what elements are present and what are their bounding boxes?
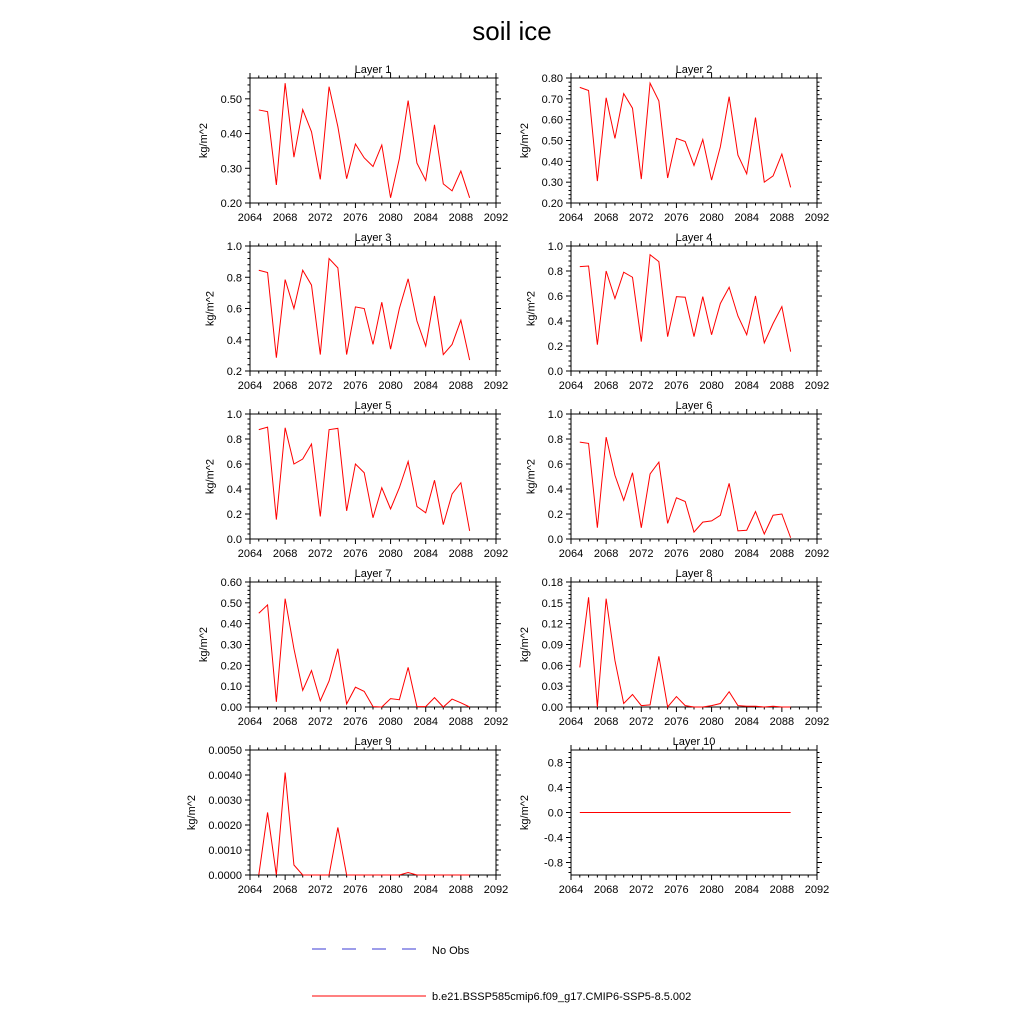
y-tick-label: 0.2 — [226, 509, 242, 521]
chart-panel-8 — [519, 568, 829, 728]
y-tick-label: -0.8 — [544, 857, 563, 870]
y-tick-label: 0.2 — [547, 341, 563, 353]
x-tick-label: 2068 — [593, 212, 619, 224]
y-axis-label: kg/m^2 — [519, 122, 532, 159]
x-tick-label: 2084 — [413, 380, 438, 392]
chart-panel-1 — [198, 64, 508, 224]
x-tick-label: 2088 — [448, 380, 474, 392]
x-tick-label: 2092 — [483, 212, 509, 224]
x-tick-label: 2068 — [593, 548, 619, 560]
x-tick-label: 2080 — [378, 548, 403, 560]
series-line — [259, 773, 470, 876]
x-tick-label: 2072 — [629, 380, 654, 392]
y-tick-label: 0.4 — [226, 484, 242, 496]
chart-panel-7 — [198, 568, 508, 728]
x-tick-label: 2068 — [593, 380, 619, 392]
panel-title: Layer 8 — [675, 568, 713, 580]
x-tick-label: 2072 — [629, 716, 654, 728]
series-line — [580, 437, 791, 538]
panel-title: Layer 5 — [354, 400, 392, 412]
panel-title: Layer 7 — [354, 568, 392, 580]
y-tick-label: 1.0 — [226, 409, 242, 421]
x-tick-label: 2076 — [343, 380, 368, 392]
y-tick-label: 0.50 — [541, 135, 563, 148]
y-tick-label: 0.4 — [547, 484, 563, 496]
x-tick-label: 2080 — [699, 380, 724, 392]
y-tick-label: 0.0040 — [208, 770, 242, 782]
y-tick-label: 0.4 — [226, 334, 242, 347]
series-line — [580, 255, 791, 352]
y-axis-label: kg/m^2 — [525, 458, 538, 495]
x-tick-label: 2068 — [272, 548, 298, 560]
x-tick-label: 2092 — [804, 380, 830, 392]
x-tick-label: 2076 — [664, 380, 689, 392]
chart-panel-2 — [519, 64, 829, 224]
x-tick-label: 2064 — [558, 716, 584, 728]
y-tick-label: 0.0 — [547, 534, 563, 546]
y-tick-label: 0.40 — [541, 156, 563, 169]
panel-title: Layer 10 — [672, 736, 716, 748]
plot-frame — [571, 414, 817, 539]
y-tick-label: 0.0020 — [208, 820, 242, 832]
series-line — [259, 427, 470, 531]
y-axis-label: kg/m^2 — [519, 626, 532, 663]
y-tick-label: 0.00 — [541, 702, 563, 714]
x-tick-label: 2076 — [664, 884, 689, 896]
y-tick-label: 0.20 — [220, 198, 242, 210]
y-tick-label: 0.00 — [220, 702, 242, 714]
plot-frame — [571, 78, 817, 203]
y-tick-label: 1.0 — [547, 241, 563, 253]
y-tick-label: 0.2 — [226, 366, 242, 378]
x-tick-label: 2068 — [593, 716, 619, 728]
x-tick-label: 2064 — [558, 884, 584, 896]
y-tick-label: 1.0 — [547, 409, 563, 421]
x-tick-label: 2088 — [448, 884, 474, 896]
y-tick-label: 0.03 — [541, 681, 563, 694]
y-tick-label: 0.60 — [220, 577, 242, 589]
panel-title: Layer 4 — [675, 232, 713, 244]
x-tick-label: 2068 — [593, 884, 619, 896]
x-tick-label: 2080 — [378, 380, 403, 392]
chart-panel-3 — [204, 232, 508, 392]
plot-frame — [250, 246, 496, 371]
x-tick-label: 2092 — [483, 380, 509, 392]
y-tick-label: 0.0 — [226, 534, 242, 546]
y-tick-label: 0.8 — [226, 434, 242, 446]
y-tick-label: 0.10 — [220, 681, 242, 694]
y-tick-label: 0.80 — [541, 73, 563, 85]
x-tick-label: 2072 — [629, 884, 654, 896]
x-tick-label: 2080 — [378, 884, 403, 896]
plot-frame — [250, 414, 496, 539]
page-title: soil ice — [472, 16, 552, 46]
y-tick-label: 0.09 — [541, 639, 563, 652]
y-tick-label: 0.0050 — [208, 745, 242, 757]
series-line — [259, 259, 470, 361]
x-tick-label: 2084 — [734, 380, 759, 392]
x-tick-label: 2072 — [308, 380, 333, 392]
x-tick-label: 2064 — [237, 884, 263, 896]
x-tick-label: 2080 — [699, 548, 724, 560]
chart-panel-4 — [525, 232, 829, 392]
x-tick-label: 2068 — [272, 380, 298, 392]
y-tick-label: 0.4 — [547, 316, 563, 328]
y-tick-label: 0.0 — [547, 807, 563, 820]
panel-title: Layer 2 — [675, 64, 713, 76]
y-tick-label: 0.8 — [226, 272, 242, 285]
x-tick-label: 2072 — [308, 548, 333, 560]
series-line — [259, 599, 470, 707]
x-tick-label: 2084 — [413, 548, 438, 560]
x-tick-label: 2092 — [804, 212, 830, 224]
y-axis-label: kg/m^2 — [198, 122, 211, 159]
x-tick-label: 2076 — [664, 212, 689, 224]
chart-panel-6 — [525, 400, 829, 560]
x-tick-label: 2084 — [413, 716, 438, 728]
y-tick-label: 0.06 — [541, 660, 563, 673]
y-tick-label: 0.0000 — [208, 870, 242, 882]
x-tick-label: 2076 — [343, 548, 368, 560]
y-tick-label: 0.18 — [541, 577, 563, 589]
x-tick-label: 2084 — [734, 548, 759, 560]
x-tick-label: 2076 — [343, 884, 368, 896]
y-tick-label: 0.6 — [547, 459, 563, 471]
y-tick-label: 0.20 — [541, 198, 563, 210]
series-line — [259, 83, 470, 198]
chart-panel-5 — [204, 400, 508, 560]
plot-frame — [250, 582, 496, 707]
x-tick-label: 2072 — [629, 212, 654, 224]
y-tick-label: 0.30 — [541, 177, 563, 190]
series-line — [580, 597, 791, 707]
x-tick-label: 2088 — [448, 548, 474, 560]
x-tick-label: 2084 — [413, 884, 438, 896]
y-tick-label: 0.6 — [226, 459, 242, 471]
panel-title: Layer 3 — [354, 232, 392, 244]
y-tick-label: 0.12 — [541, 618, 563, 631]
plot-frame — [571, 246, 817, 371]
x-tick-label: 2084 — [734, 716, 759, 728]
y-tick-label: 0.0010 — [208, 845, 242, 857]
y-tick-label: 0.30 — [220, 639, 242, 652]
chart-panel-9 — [186, 736, 508, 896]
y-tick-label: 0.8 — [547, 434, 563, 446]
x-tick-label: 2080 — [378, 212, 403, 224]
x-tick-label: 2072 — [629, 548, 654, 560]
x-tick-label: 2064 — [237, 212, 263, 224]
x-tick-label: 2068 — [272, 716, 298, 728]
y-axis-label: kg/m^2 — [519, 794, 532, 831]
x-tick-label: 2076 — [664, 548, 689, 560]
x-tick-label: 2072 — [308, 212, 333, 224]
x-tick-label: 2092 — [804, 716, 830, 728]
x-tick-label: 2088 — [769, 716, 795, 728]
x-tick-label: 2064 — [237, 380, 263, 392]
panel-title: Layer 1 — [354, 64, 392, 76]
y-tick-label: 0.0 — [547, 366, 563, 378]
x-tick-label: 2080 — [699, 716, 724, 728]
x-tick-label: 2068 — [272, 212, 298, 224]
y-tick-label: 0.6 — [226, 303, 242, 316]
x-tick-label: 2092 — [483, 548, 509, 560]
y-tick-label: 0.2 — [547, 509, 563, 521]
legend-label-model: b.e21.BSSP585cmip6.f09_g17.CMIP6-SSP5-8.5.002 — [432, 991, 692, 1003]
x-tick-label: 2076 — [664, 716, 689, 728]
y-tick-label: 0.6 — [547, 291, 563, 303]
x-tick-label: 2088 — [769, 884, 795, 896]
y-tick-label: 0.20 — [220, 660, 242, 673]
x-tick-label: 2084 — [734, 212, 759, 224]
y-tick-label: 0.50 — [220, 597, 242, 610]
x-tick-label: 2076 — [343, 716, 368, 728]
x-tick-label: 2084 — [413, 212, 438, 224]
y-tick-label: 0.4 — [547, 782, 563, 795]
y-tick-label: 0.40 — [220, 128, 242, 141]
x-tick-label: 2080 — [699, 884, 724, 896]
x-tick-label: 2064 — [558, 380, 584, 392]
x-tick-label: 2080 — [699, 212, 724, 224]
series-line — [580, 83, 791, 187]
y-tick-label: 0.50 — [220, 93, 242, 106]
x-tick-label: 2072 — [308, 716, 333, 728]
y-axis-label: kg/m^2 — [198, 626, 211, 663]
x-tick-label: 2092 — [804, 548, 830, 560]
chart-panel-10 — [519, 736, 829, 896]
y-tick-label: 0.70 — [541, 93, 563, 106]
panel-title: Layer 6 — [675, 400, 713, 412]
x-tick-label: 2088 — [448, 716, 474, 728]
y-tick-label: 0.60 — [541, 114, 563, 127]
x-tick-label: 2072 — [308, 884, 333, 896]
y-axis-label: kg/m^2 — [525, 290, 538, 327]
y-tick-label: 0.15 — [541, 597, 563, 610]
y-tick-label: 0.8 — [547, 266, 563, 278]
x-tick-label: 2088 — [769, 548, 795, 560]
x-tick-label: 2064 — [558, 212, 584, 224]
y-tick-label: 0.40 — [220, 618, 242, 631]
plot-frame — [250, 750, 496, 875]
x-tick-label: 2076 — [343, 212, 368, 224]
plot-frame — [571, 582, 817, 707]
y-axis-label: kg/m^2 — [185, 794, 198, 831]
x-tick-label: 2068 — [272, 884, 298, 896]
y-tick-label: 1.0 — [226, 241, 242, 253]
x-tick-label: 2092 — [804, 884, 830, 896]
x-tick-label: 2064 — [558, 548, 584, 560]
x-tick-label: 2088 — [769, 212, 795, 224]
legend-label-no-obs: No Obs — [432, 945, 470, 957]
x-tick-label: 2084 — [734, 884, 759, 896]
x-tick-label: 2064 — [237, 716, 263, 728]
y-tick-label: 0.0030 — [208, 795, 242, 807]
y-tick-label: -0.4 — [544, 832, 563, 845]
x-tick-label: 2064 — [237, 548, 263, 560]
x-tick-label: 2088 — [448, 212, 474, 224]
y-tick-label: 0.30 — [220, 163, 242, 176]
x-tick-label: 2088 — [769, 380, 795, 392]
x-tick-label: 2080 — [378, 716, 403, 728]
x-tick-label: 2092 — [483, 884, 509, 896]
y-axis-label: kg/m^2 — [204, 290, 217, 327]
x-tick-label: 2092 — [483, 716, 509, 728]
y-axis-label: kg/m^2 — [204, 458, 217, 495]
y-tick-label: 0.8 — [547, 757, 563, 770]
panel-title: Layer 9 — [354, 736, 392, 748]
